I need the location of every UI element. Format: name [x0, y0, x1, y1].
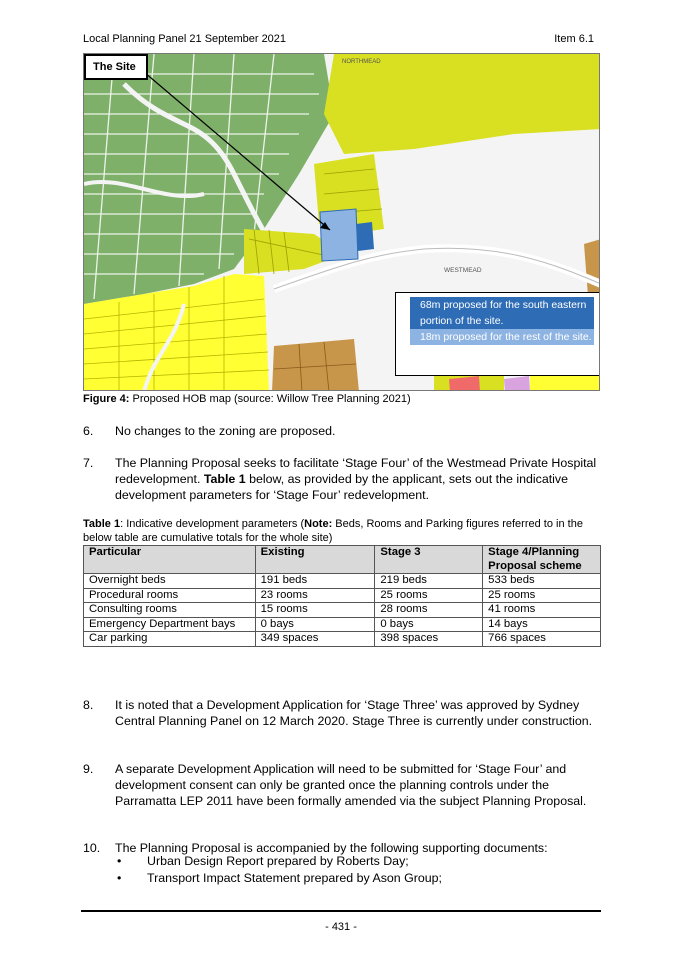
legend-text-68m: 68m proposed for the south eastern portion of the site. — [420, 299, 587, 327]
table-reference: Table 1 — [203, 472, 246, 486]
table-row — [84, 588, 601, 603]
table-cell: 23 rooms — [255, 588, 375, 603]
table-cell: Consulting rooms — [84, 603, 256, 618]
paragraph-6 — [83, 423, 603, 439]
paragraph-number: 10. — [83, 841, 101, 855]
table-header-cell: Stage 4/Planning Proposal scheme — [483, 546, 601, 574]
hob-map — [83, 53, 600, 391]
paragraph-number: 7. — [83, 456, 94, 470]
header-left: Local Planning Panel 21 September 2021 — [83, 33, 287, 45]
table-header-cell: Particular — [84, 546, 256, 574]
table-row — [84, 632, 601, 647]
legend-bullet-icon: ■ — [400, 332, 406, 342]
paragraph-number: 9. — [83, 762, 94, 776]
paragraph-number: 6. — [83, 424, 94, 438]
paragraph-text — [115, 455, 603, 503]
table-cell: Overnight beds — [84, 574, 256, 589]
bullet-icon: • — [117, 871, 122, 885]
table-row — [84, 617, 601, 632]
paragraph-8 — [83, 697, 603, 729]
legend-bullet-icon: ■ — [400, 300, 406, 310]
list-item-text: Transport Impact Statement prepared by Ason Group; — [147, 871, 443, 885]
bullet-icon: • — [117, 854, 122, 868]
table-cell: 191 beds — [255, 574, 375, 589]
table-header-cell: Existing — [255, 546, 375, 574]
table-cell: 41 rooms — [483, 603, 601, 618]
table-caption-text-a: : Indicative development parameters ( — [120, 518, 305, 530]
map-legend — [395, 292, 600, 376]
figure-caption-label: Figure 4: — [83, 393, 130, 405]
table-cell: 398 spaces — [375, 632, 483, 647]
list-item-text: Urban Design Report prepared by Roberts Day; — [147, 854, 409, 868]
table-row — [84, 603, 601, 618]
paragraph-7-text-a: The Planning Proposal seeks to facilitate ‘Stage Four’ of the Westmead Private Hospital redevelopment. — [115, 456, 597, 486]
table-cell: 219 beds — [375, 574, 483, 589]
table-cell: 25 rooms — [483, 588, 601, 603]
westmead-label: WESTMEAD — [444, 267, 482, 274]
table-caption — [83, 517, 603, 545]
legend-item-18m — [400, 329, 594, 345]
table-caption-note: Note: — [304, 518, 333, 530]
list-item — [115, 870, 442, 887]
table-cell: 349 spaces — [255, 632, 375, 647]
paragraph-text: It is noted that a Development Application for ‘Stage Three’ was approved by Sydney Central Planning Panel on 12 March 2020. Stage Three is currently under construction. — [115, 698, 593, 728]
table-cell: Car parking — [84, 632, 256, 647]
paragraph-9 — [83, 761, 603, 809]
table-cell: 766 spaces — [483, 632, 601, 647]
table-cell: 0 bays — [375, 617, 483, 632]
table-cell: 533 beds — [483, 574, 601, 589]
parameters-table — [83, 545, 601, 647]
header-item-number: Item 6.1 — [554, 33, 594, 45]
table-cell: 28 rooms — [375, 603, 483, 618]
table-row — [84, 574, 601, 589]
table-caption-label: Table 1 — [83, 518, 121, 530]
table-caption-text-b: Beds, Rooms and Parking figures referred to in the below table are cumulative totals for the whole site) — [83, 518, 583, 544]
northmead-label: NORTHMEAD — [342, 59, 381, 65]
paragraph-text: No changes to the zoning are proposed. — [115, 424, 336, 438]
table-cell: Emergency Department bays — [84, 617, 256, 632]
footer-divider — [81, 910, 601, 912]
paragraph-7 — [83, 455, 603, 503]
page-number: - 431 - — [325, 921, 357, 933]
paragraph-number: 8. — [83, 698, 94, 712]
supporting-documents-list — [115, 853, 442, 887]
table-cell: 0 bays — [255, 617, 375, 632]
list-item — [115, 853, 442, 870]
table-header-row — [84, 546, 601, 574]
table-cell: 25 rooms — [375, 588, 483, 603]
table-cell: Procedural rooms — [84, 588, 256, 603]
paragraph-text: A separate Development Application will need to be submitted for ‘Stage Four’ and development consent can only be granted once the planning controls under the Parramatta LEP 2011 have been formally amended via the subject Planning Proposal. — [115, 762, 587, 808]
table-cell: 15 rooms — [255, 603, 375, 618]
paragraph-text: The Planning Proposal is accompanied by the following supporting documents: — [115, 841, 548, 855]
site-label: The Site — [84, 54, 148, 80]
legend-item-68m — [400, 297, 594, 329]
paragraph-7-text-b: below, as provided by the applicant, sets out the indicative development parameters for ‘Stage Four’ redevelopment. — [115, 472, 568, 502]
table-header-cell: Stage 3 — [375, 546, 483, 574]
table-cell: 14 bays — [483, 617, 601, 632]
figure-caption-text: Proposed HOB map (source: Willow Tree Planning 2021) — [129, 393, 411, 405]
legend-text-18m: 18m proposed for the rest of the site. — [420, 331, 592, 343]
figure-caption — [83, 393, 411, 405]
